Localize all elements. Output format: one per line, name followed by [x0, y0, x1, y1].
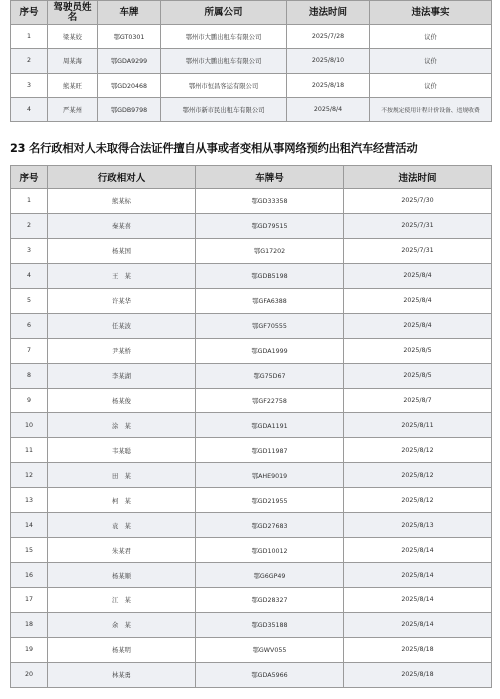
cell-violation-time: 2025/8/10	[287, 49, 370, 73]
cell-plate: 鄂GD33358	[196, 189, 344, 214]
cell-plate: 鄂GDA1999	[196, 338, 344, 363]
cell-violation-time: 2025/8/4	[344, 263, 492, 288]
cell-plate: 鄂G75D67	[196, 363, 344, 388]
table-row	[11, 538, 492, 563]
cell-plate: 鄂G6GP49	[196, 563, 344, 588]
cell-index: 18	[11, 612, 48, 637]
cell-index: 4	[11, 97, 48, 121]
cell-company: 鄂州市新市民出租车有限公司	[161, 97, 287, 121]
cell-violation-time: 2025/8/12	[344, 463, 492, 488]
cell-index: 9	[11, 388, 48, 413]
cell-violation-fact: 议价	[370, 25, 492, 49]
header-driver-name: 驾驶员姓名	[48, 1, 98, 25]
cell-plate: 鄂GDA1191	[196, 413, 344, 438]
cell-index: 16	[11, 563, 48, 588]
cell-party-name: 秦某喜	[48, 213, 196, 238]
table-row	[11, 263, 492, 288]
cell-violation-fact: 议价	[370, 73, 492, 97]
table-row	[11, 73, 492, 97]
cell-index: 3	[11, 238, 48, 263]
cell-violation-time: 2025/8/12	[344, 438, 492, 463]
cell-driver-name: 梁某姣	[48, 25, 98, 49]
cell-violation-time: 2025/8/11	[344, 413, 492, 438]
table-row	[11, 49, 492, 73]
cell-violation-time: 2025/8/7	[344, 388, 492, 413]
cell-driver-name: 熊某旺	[48, 73, 98, 97]
cell-violation-time: 2025/7/30	[344, 189, 492, 214]
cell-index: 13	[11, 488, 48, 513]
table-row	[11, 388, 492, 413]
cell-party-name: 杨某俊	[48, 388, 196, 413]
cell-party-name: 田 某	[48, 463, 196, 488]
table-row	[11, 588, 492, 613]
table-row	[11, 313, 492, 338]
cell-index: 6	[11, 313, 48, 338]
cell-index: 2	[11, 49, 48, 73]
cell-plate: 鄂GD35188	[196, 612, 344, 637]
cell-party-name: 李某湖	[48, 363, 196, 388]
table-row	[11, 288, 492, 313]
table-row	[11, 637, 492, 662]
cell-index: 5	[11, 288, 48, 313]
cell-driver-name: 严某州	[48, 97, 98, 121]
cell-violation-time: 2025/7/28	[287, 25, 370, 49]
cell-party-name: 杨某明	[48, 637, 196, 662]
cell-violation-time: 2025/8/4	[344, 313, 492, 338]
cell-party-name: 余 某	[48, 612, 196, 637]
table-row	[11, 563, 492, 588]
table-row	[11, 662, 492, 687]
cell-index: 4	[11, 263, 48, 288]
cell-party-name: 江 某	[48, 588, 196, 613]
table-row	[11, 213, 492, 238]
header-company: 所属公司	[161, 1, 287, 25]
cell-plate: 鄂GDA9299	[98, 49, 161, 73]
table-row	[11, 238, 492, 263]
cell-plate: 鄂GD79515	[196, 213, 344, 238]
cell-violation-time: 2025/8/18	[287, 73, 370, 97]
cell-company: 鄂州市大鹏出租车有限公司	[161, 49, 287, 73]
cell-violation-time: 2025/8/5	[344, 338, 492, 363]
cell-violation-time: 2025/7/31	[344, 238, 492, 263]
cell-party-name: 许某华	[48, 288, 196, 313]
cell-violation-time: 2025/8/14	[344, 538, 492, 563]
cell-plate: 鄂GDB9798	[98, 97, 161, 121]
cell-plate: 鄂GD27683	[196, 513, 344, 538]
cell-violation-time: 2025/8/5	[344, 363, 492, 388]
table-row	[11, 513, 492, 538]
table-row	[11, 488, 492, 513]
cell-party-name: 林某勇	[48, 662, 196, 687]
header-violation-time: 违法时间	[287, 1, 370, 25]
cell-plate: 鄂GFA6388	[196, 288, 344, 313]
cell-plate: 鄂GD28327	[196, 588, 344, 613]
cell-index: 12	[11, 463, 48, 488]
header-violation-time: 违法时间	[344, 166, 492, 189]
cell-plate: 鄂GT0301	[98, 25, 161, 49]
cell-violation-fact: 不按规定使用计程计价设备、违规收费	[370, 97, 492, 121]
cell-plate: 鄂GWV055	[196, 637, 344, 662]
cell-plate: 鄂GD10012	[196, 538, 344, 563]
cell-party-name: 朱某君	[48, 538, 196, 563]
header-plate: 车牌	[98, 1, 161, 25]
cell-violation-time: 2025/8/4	[287, 97, 370, 121]
cell-party-name: 杨某顺	[48, 563, 196, 588]
cell-party-name: 柯 某	[48, 488, 196, 513]
cell-driver-name: 周某海	[48, 49, 98, 73]
table-row	[11, 438, 492, 463]
cell-violation-time: 2025/8/12	[344, 488, 492, 513]
cell-company: 鄂州市大鹏出租车有限公司	[161, 25, 287, 49]
cell-index: 7	[11, 338, 48, 363]
table-row	[11, 338, 492, 363]
cell-plate: 鄂G17202	[196, 238, 344, 263]
violation-table-drivers	[10, 0, 492, 122]
cell-violation-time: 2025/8/14	[344, 588, 492, 613]
cell-plate: 鄂GF70555	[196, 313, 344, 338]
header-index: 序号	[11, 166, 48, 189]
table-row	[11, 25, 492, 49]
cell-plate: 鄂GF22758	[196, 388, 344, 413]
table-row	[11, 463, 492, 488]
cell-party-name: 任某波	[48, 313, 196, 338]
cell-party-name: 杨某国	[48, 238, 196, 263]
cell-violation-time: 2025/8/18	[344, 637, 492, 662]
cell-plate: 鄂GD20468	[98, 73, 161, 97]
table-row	[11, 612, 492, 637]
header-violation-fact: 违法事实	[370, 1, 492, 25]
table-row	[11, 363, 492, 388]
cell-index: 2	[11, 213, 48, 238]
cell-party-name: 尹某桥	[48, 338, 196, 363]
cell-violation-time: 2025/7/31	[344, 213, 492, 238]
cell-index: 17	[11, 588, 48, 613]
table-header-row	[11, 1, 492, 25]
cell-party-name: 熊某标	[48, 189, 196, 214]
table-row	[11, 97, 492, 121]
cell-party-name: 袁 某	[48, 513, 196, 538]
table-header-row	[11, 166, 492, 189]
cell-plate: 鄂GDB5198	[196, 263, 344, 288]
cell-violation-time: 2025/8/4	[344, 288, 492, 313]
cell-index: 1	[11, 189, 48, 214]
violation-table-ride-hailing	[10, 165, 492, 688]
cell-plate: 鄂GD21955	[196, 488, 344, 513]
cell-index: 15	[11, 538, 48, 563]
cell-party-name: 韦某聪	[48, 438, 196, 463]
cell-violation-fact: 议价	[370, 49, 492, 73]
cell-party-name: 王 某	[48, 263, 196, 288]
cell-index: 10	[11, 413, 48, 438]
section-heading: 23 名行政相对人未取得合法证件擅自从事或者变相从事网络预约出租汽车经营活动	[10, 142, 418, 155]
cell-plate: 鄂GD11987	[196, 438, 344, 463]
cell-violation-time: 2025/8/14	[344, 612, 492, 637]
cell-index: 3	[11, 73, 48, 97]
cell-index: 1	[11, 25, 48, 49]
table-row	[11, 189, 492, 214]
header-plate: 车牌号	[196, 166, 344, 189]
cell-index: 8	[11, 363, 48, 388]
table-row	[11, 413, 492, 438]
table-body	[11, 189, 492, 688]
cell-index: 19	[11, 637, 48, 662]
header-index: 序号	[11, 1, 48, 25]
cell-index: 11	[11, 438, 48, 463]
cell-index: 20	[11, 662, 48, 687]
cell-plate: 鄂GDA5966	[196, 662, 344, 687]
cell-plate: 鄂AHE9019	[196, 463, 344, 488]
cell-violation-time: 2025/8/18	[344, 662, 492, 687]
cell-party-name: 涂 某	[48, 413, 196, 438]
cell-violation-time: 2025/8/14	[344, 563, 492, 588]
cell-index: 14	[11, 513, 48, 538]
header-party-name: 行政相对人	[48, 166, 196, 189]
cell-company: 鄂州市恒昌客运有限公司	[161, 73, 287, 97]
cell-violation-time: 2025/8/13	[344, 513, 492, 538]
